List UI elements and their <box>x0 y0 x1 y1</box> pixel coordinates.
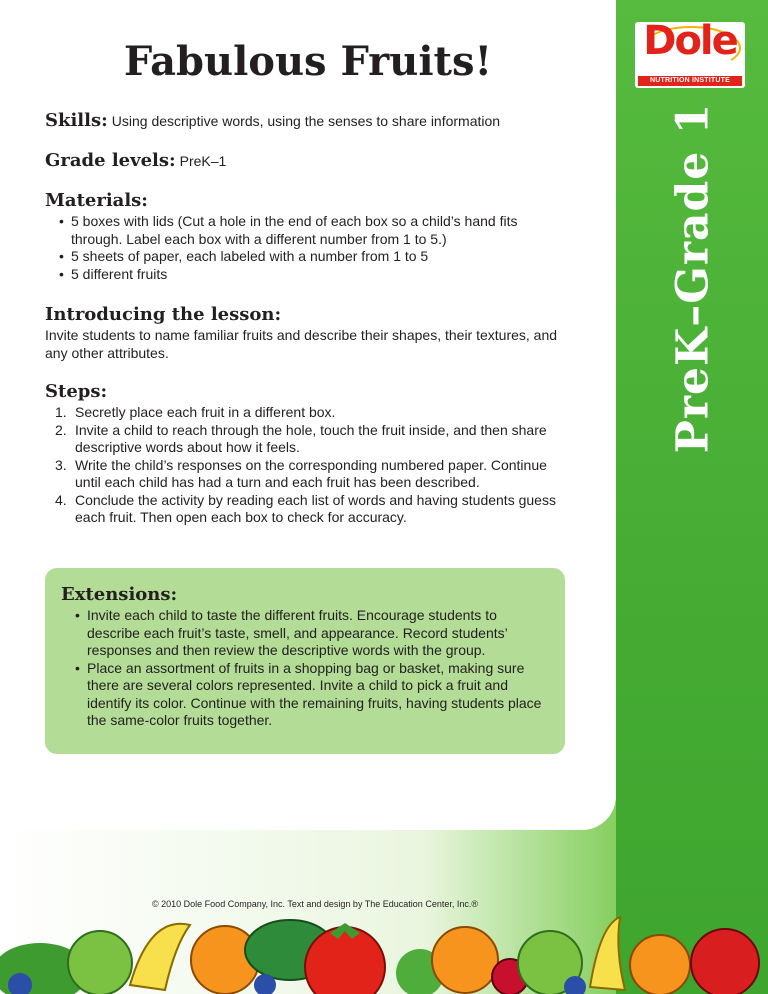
list-item: • 5 sheets of paper, each labeled with a number from 1 to 5 <box>59 248 565 266</box>
steps-heading: Steps: <box>45 381 108 402</box>
skills-row <box>45 110 500 131</box>
skills-label: Skills: <box>45 110 108 131</box>
extensions-box <box>45 568 565 754</box>
list-item <box>55 422 565 457</box>
list-item: • Place an assortment of fruits in a shopping bag or basket, making sure there are several colors represented. Invite a child to pick a fruit and identify its color. Continue with the remaining fruits, having students place the same-color fruits together. <box>75 660 549 730</box>
grade-levels-value: PreK–1 <box>179 153 227 169</box>
step-text: Conclude the activity by reading each list of words and having students guess each fruit. Then open each box to check for accuracy. <box>75 491 556 525</box>
introducing-text: Invite students to name familiar fruits and describe their shapes, their textures, and any other attributes. <box>45 327 558 361</box>
step-text: Invite a child to reach through the hole, touch the fruit inside, and then share descriptive words about how it feels. <box>75 421 547 455</box>
orange-shape <box>432 927 498 993</box>
introducing-section <box>45 304 565 362</box>
materials-section <box>45 190 565 283</box>
logo-brand: Dole <box>643 18 737 64</box>
logo-subtitle: NUTRITION INSTITUTE <box>638 76 742 86</box>
step-number: 3. <box>55 456 67 473</box>
steps-list <box>45 404 565 527</box>
copyright-notice: © 2010 Dole Food Company, Inc. Text and design by The Education Center, Inc.® <box>152 899 478 909</box>
list-item <box>55 457 565 492</box>
materials-list <box>45 213 565 283</box>
extensions-heading: Extensions: <box>61 584 178 605</box>
step-text: Secretly place each fruit in a different box. <box>75 404 336 420</box>
orange-shape <box>630 935 690 994</box>
skills-value: Using descriptive words, using the senses to share information <box>111 113 501 129</box>
grade-levels-row <box>45 150 226 171</box>
grade-banner: PreK–Grade 1 <box>667 102 719 454</box>
steps-section <box>45 381 565 527</box>
list-item: • 5 boxes with lids (Cut a hole in the end of each box so a child’s hand fits through. Label each box with a different number from 1 to 5.) <box>59 213 565 248</box>
list-item <box>55 492 565 527</box>
step-text: Write the child’s responses on the corresponding numbered paper. Continue until each child has had a turn and each fruit has been described. <box>75 456 547 490</box>
extensions-list <box>61 607 549 730</box>
green-apple-shape <box>68 931 132 994</box>
step-number: 4. <box>55 491 67 508</box>
list-item <box>55 404 565 422</box>
materials-heading: Materials: <box>45 190 148 211</box>
list-item: • Invite each child to taste the different fruits. Encourage students to describe each fruit’s taste, smell, and appearance. Record students’ responses and then review the descriptive words with the group. <box>75 607 549 660</box>
red-apple-shape <box>691 929 759 994</box>
step-number: 1. <box>55 404 67 420</box>
banana-shape <box>130 924 190 990</box>
step-number: 2. <box>55 421 67 438</box>
grade-levels-label: Grade levels: <box>45 150 176 171</box>
dole-logo <box>635 18 745 88</box>
introducing-heading: Introducing the lesson: <box>45 304 282 325</box>
banana-shape <box>590 917 625 990</box>
page-title: Fabulous Fruits! <box>123 38 493 85</box>
list-item: • 5 different fruits <box>59 266 565 284</box>
fruit-border-illustration <box>0 905 768 994</box>
